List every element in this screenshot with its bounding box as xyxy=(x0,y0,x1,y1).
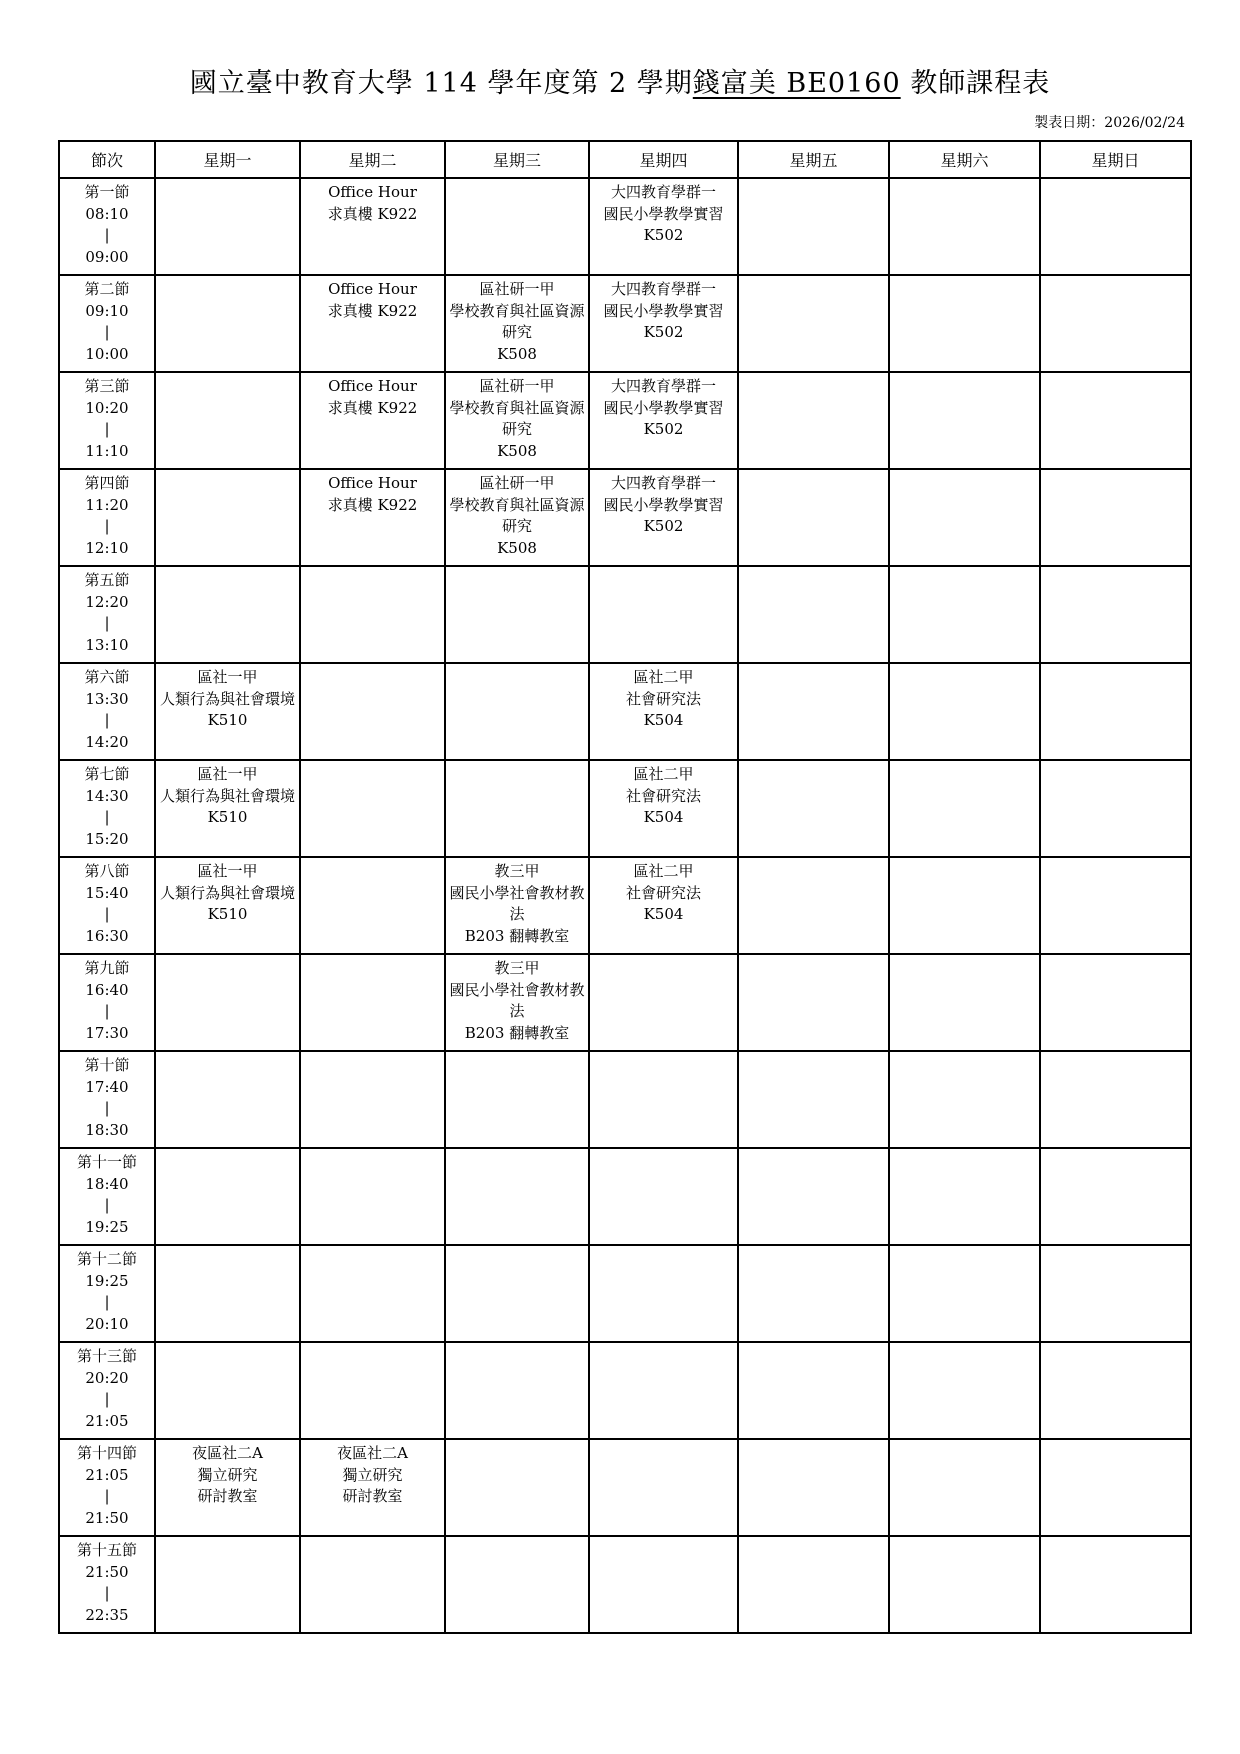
empty-cell xyxy=(1040,1439,1191,1536)
period-cell xyxy=(59,1342,155,1439)
empty-cell xyxy=(1040,1245,1191,1342)
schedule-table xyxy=(58,140,1192,1634)
course-title: 國民小學教學實習 xyxy=(603,398,724,417)
empty-cell xyxy=(1040,954,1191,1051)
period-name: 第九節 xyxy=(84,959,130,977)
period-sep: | xyxy=(104,711,110,729)
period-name: 第十節 xyxy=(84,1056,130,1074)
table-row xyxy=(59,566,1191,663)
period-sep: | xyxy=(104,226,110,244)
period-sep: | xyxy=(104,1196,110,1214)
course-title: 國民小學社會教材教法 xyxy=(449,883,585,923)
course-class: 區社二甲 xyxy=(633,765,694,783)
period-sep: | xyxy=(104,905,110,923)
period-start: 13:30 xyxy=(85,689,129,708)
course-title: 國民小學社會教材教法 xyxy=(449,980,585,1020)
period-name: 第十四節 xyxy=(76,1444,137,1462)
empty-cell xyxy=(300,760,445,857)
course-room: 求真樓 K922 xyxy=(327,398,418,417)
course-cell xyxy=(155,857,300,954)
empty-cell xyxy=(738,954,889,1051)
empty-cell xyxy=(889,1439,1040,1536)
period-name: 第十一節 xyxy=(76,1153,137,1171)
period-sep: | xyxy=(104,1584,110,1602)
period-name: 第十二節 xyxy=(76,1250,137,1268)
course-class: 大四教育學群一 xyxy=(610,474,716,492)
period-name: 第二節 xyxy=(84,280,130,298)
period-sep: | xyxy=(104,614,110,632)
empty-cell xyxy=(889,663,1040,760)
course-cell xyxy=(445,275,589,372)
course-room: 求真樓 K922 xyxy=(327,204,418,223)
course-class: 夜區社二A xyxy=(337,1444,408,1462)
course-title: 社會研究法 xyxy=(625,786,701,805)
course-cell xyxy=(589,857,738,954)
empty-cell xyxy=(589,1245,738,1342)
empty-cell xyxy=(589,954,738,1051)
empty-cell xyxy=(300,1051,445,1148)
schedule-body xyxy=(59,178,1191,1633)
empty-cell xyxy=(300,1245,445,1342)
empty-cell xyxy=(589,1148,738,1245)
empty-cell xyxy=(589,1051,738,1148)
empty-cell xyxy=(1040,275,1191,372)
period-name: 第七節 xyxy=(84,765,130,783)
course-room: B203 翻轉教室 xyxy=(464,926,570,945)
course-cell xyxy=(155,760,300,857)
empty-cell xyxy=(155,1536,300,1633)
period-sep: | xyxy=(104,420,110,438)
course-room: K508 xyxy=(497,538,537,557)
period-start: 11:20 xyxy=(85,495,129,514)
empty-cell xyxy=(1040,857,1191,954)
empty-cell xyxy=(1040,760,1191,857)
course-class: 夜區社二A xyxy=(192,1444,263,1462)
period-start: 19:25 xyxy=(85,1271,129,1290)
course-room: 研討教室 xyxy=(342,1487,403,1505)
period-name: 第八節 xyxy=(84,862,130,880)
course-title: 學校教育與社區資源研究 xyxy=(449,301,585,341)
period-cell xyxy=(59,1439,155,1536)
period-end: 19:25 xyxy=(85,1217,129,1236)
empty-cell xyxy=(738,469,889,566)
period-cell xyxy=(59,1245,155,1342)
period-cell xyxy=(59,275,155,372)
day-header: 星期四 xyxy=(589,141,738,178)
course-room: K502 xyxy=(643,226,684,244)
course-class: 區社一甲 xyxy=(197,765,258,783)
empty-cell xyxy=(889,1148,1040,1245)
empty-cell xyxy=(155,954,300,1051)
empty-cell xyxy=(1040,1148,1191,1245)
empty-cell xyxy=(445,663,589,760)
course-cell xyxy=(300,372,445,469)
empty-cell xyxy=(155,469,300,566)
period-start: 14:30 xyxy=(85,786,129,805)
empty-cell xyxy=(155,1148,300,1245)
table-row xyxy=(59,954,1191,1051)
title-suffix: 教師課程表 xyxy=(910,68,1051,99)
course-cell xyxy=(155,1439,300,1536)
course-class: 區社二甲 xyxy=(633,668,694,686)
empty-cell xyxy=(445,1536,589,1633)
period-end: 11:10 xyxy=(85,441,129,460)
period-cell xyxy=(59,1148,155,1245)
empty-cell xyxy=(589,1439,738,1536)
period-name: 第四節 xyxy=(84,474,130,492)
period-sep: | xyxy=(104,1099,110,1117)
empty-cell xyxy=(155,178,300,275)
empty-cell xyxy=(300,663,445,760)
empty-cell xyxy=(1040,566,1191,663)
period-name: 第十五節 xyxy=(76,1541,137,1559)
course-room: 研討教室 xyxy=(197,1487,258,1505)
course-title: Office Hour xyxy=(328,280,417,298)
period-start: 21:50 xyxy=(85,1562,129,1581)
period-cell xyxy=(59,760,155,857)
empty-cell xyxy=(1040,1051,1191,1148)
table-row xyxy=(59,1536,1191,1633)
empty-cell xyxy=(738,663,889,760)
course-title: 人類行為與社會環境 xyxy=(159,883,295,902)
table-row xyxy=(59,663,1191,760)
empty-cell xyxy=(889,857,1040,954)
course-room: B203 翻轉教室 xyxy=(464,1023,570,1042)
period-start: 17:40 xyxy=(85,1077,129,1096)
period-start: 21:05 xyxy=(85,1465,129,1484)
course-cell xyxy=(445,372,589,469)
course-title: 社會研究法 xyxy=(625,689,701,708)
table-row xyxy=(59,1342,1191,1439)
table-row xyxy=(59,760,1191,857)
empty-cell xyxy=(300,1536,445,1633)
course-title: 獨立研究 xyxy=(342,1465,403,1484)
table-row xyxy=(59,1148,1191,1245)
course-class: 區社研一甲 xyxy=(479,474,555,492)
period-sep: | xyxy=(104,1293,110,1311)
empty-cell xyxy=(1040,1536,1191,1633)
empty-cell xyxy=(155,1245,300,1342)
day-header: 星期六 xyxy=(889,141,1040,178)
empty-cell xyxy=(445,1342,589,1439)
course-cell xyxy=(589,469,738,566)
period-start: 15:40 xyxy=(85,883,129,902)
course-room: 求真樓 K922 xyxy=(327,301,418,320)
empty-cell xyxy=(738,1342,889,1439)
corner-header: 節次 xyxy=(59,141,155,178)
period-sep: | xyxy=(104,323,110,341)
course-title: 社會研究法 xyxy=(625,883,701,902)
course-cell xyxy=(155,663,300,760)
empty-cell xyxy=(1040,1342,1191,1439)
print-date: 製表日期：2026/02/24 xyxy=(1034,115,1185,131)
empty-cell xyxy=(155,1051,300,1148)
course-class: 大四教育學群一 xyxy=(610,183,716,201)
course-class: 區社研一甲 xyxy=(479,377,555,395)
period-name: 第五節 xyxy=(84,571,130,589)
period-start: 16:40 xyxy=(85,980,129,999)
empty-cell xyxy=(300,857,445,954)
course-title: 學校教育與社區資源研究 xyxy=(449,398,585,438)
period-start: 12:20 xyxy=(85,592,129,611)
empty-cell xyxy=(738,857,889,954)
course-title: 獨立研究 xyxy=(197,1465,258,1484)
day-header: 星期五 xyxy=(738,141,889,178)
course-cell xyxy=(589,372,738,469)
period-end: 21:50 xyxy=(85,1508,129,1527)
empty-cell xyxy=(738,1051,889,1148)
course-room: K502 xyxy=(643,517,684,535)
period-sep: | xyxy=(104,1002,110,1020)
period-cell xyxy=(59,1051,155,1148)
course-class: 大四教育學群一 xyxy=(610,280,716,298)
period-end: 22:35 xyxy=(85,1605,129,1624)
empty-cell xyxy=(738,275,889,372)
period-cell xyxy=(59,954,155,1051)
period-start: 08:10 xyxy=(85,204,129,223)
period-end: 16:30 xyxy=(85,926,129,945)
course-room: K510 xyxy=(207,905,248,923)
period-end: 10:00 xyxy=(85,344,129,363)
empty-cell xyxy=(445,1439,589,1536)
period-end: 12:10 xyxy=(85,538,129,557)
empty-cell xyxy=(738,1439,889,1536)
table-row xyxy=(59,1051,1191,1148)
day-header: 星期日 xyxy=(1040,141,1191,178)
course-room: 求真樓 K922 xyxy=(327,495,418,514)
header-row xyxy=(59,141,1191,178)
course-room: K504 xyxy=(643,808,684,826)
course-title: 學校教育與社區資源研究 xyxy=(449,495,585,535)
period-sep: | xyxy=(104,1390,110,1408)
empty-cell xyxy=(155,275,300,372)
period-end: 20:10 xyxy=(85,1314,129,1333)
table-row xyxy=(59,275,1191,372)
course-cell xyxy=(300,275,445,372)
course-cell xyxy=(589,275,738,372)
empty-cell xyxy=(1040,178,1191,275)
course-room: K508 xyxy=(497,344,537,363)
period-cell xyxy=(59,566,155,663)
course-title: Office Hour xyxy=(328,474,417,492)
course-title: 國民小學教學實習 xyxy=(603,495,724,514)
period-name: 第六節 xyxy=(84,668,130,686)
period-end: 13:10 xyxy=(85,635,129,654)
period-start: 09:10 xyxy=(85,301,129,320)
title-prefix: 國立臺中教育大學 114 學年度第 2 學期 xyxy=(189,68,693,99)
empty-cell xyxy=(155,1342,300,1439)
empty-cell xyxy=(155,372,300,469)
course-cell xyxy=(300,1439,445,1536)
course-class: 大四教育學群一 xyxy=(610,377,716,395)
course-cell xyxy=(445,954,589,1051)
empty-cell xyxy=(738,178,889,275)
period-start: 10:20 xyxy=(85,398,129,417)
table-row xyxy=(59,1439,1191,1536)
empty-cell xyxy=(445,1245,589,1342)
day-header: 星期三 xyxy=(445,141,589,178)
empty-cell xyxy=(889,1245,1040,1342)
course-title: Office Hour xyxy=(328,183,417,201)
empty-cell xyxy=(300,566,445,663)
empty-cell xyxy=(1040,469,1191,566)
course-room: K502 xyxy=(643,323,684,341)
table-row xyxy=(59,372,1191,469)
period-end: 21:05 xyxy=(85,1411,129,1430)
empty-cell xyxy=(738,760,889,857)
period-end: 14:20 xyxy=(85,732,129,751)
period-end: 15:20 xyxy=(85,829,129,848)
period-sep: | xyxy=(104,1487,110,1505)
course-room: K504 xyxy=(643,905,684,923)
empty-cell xyxy=(589,1536,738,1633)
empty-cell xyxy=(300,1148,445,1245)
table-row xyxy=(59,1245,1191,1342)
empty-cell xyxy=(889,1051,1040,1148)
course-cell xyxy=(589,760,738,857)
period-name: 第一節 xyxy=(84,183,130,201)
empty-cell xyxy=(889,566,1040,663)
empty-cell xyxy=(738,566,889,663)
course-cell xyxy=(300,469,445,566)
period-end: 18:30 xyxy=(85,1120,129,1139)
teacher-name: 錢富美 BE0160 xyxy=(692,68,901,99)
empty-cell xyxy=(445,178,589,275)
course-title: 人類行為與社會環境 xyxy=(159,786,295,805)
page-title xyxy=(0,64,1240,104)
course-class: 區社研一甲 xyxy=(479,280,555,298)
course-cell xyxy=(445,857,589,954)
course-class: 教三甲 xyxy=(494,862,540,880)
period-cell xyxy=(59,857,155,954)
day-header: 星期一 xyxy=(155,141,300,178)
course-title: 國民小學教學實習 xyxy=(603,204,724,223)
empty-cell xyxy=(445,1051,589,1148)
period-start: 18:40 xyxy=(85,1174,129,1193)
course-cell xyxy=(300,178,445,275)
empty-cell xyxy=(889,1536,1040,1633)
empty-cell xyxy=(889,954,1040,1051)
table-row xyxy=(59,178,1191,275)
period-sep: | xyxy=(104,517,110,535)
period-sep: | xyxy=(104,808,110,826)
period-cell xyxy=(59,178,155,275)
empty-cell xyxy=(889,178,1040,275)
day-header: 星期二 xyxy=(300,141,445,178)
course-cell xyxy=(445,469,589,566)
period-cell xyxy=(59,663,155,760)
empty-cell xyxy=(300,1342,445,1439)
course-class: 區社一甲 xyxy=(197,668,258,686)
course-cell xyxy=(589,663,738,760)
empty-cell xyxy=(738,1245,889,1342)
course-class: 教三甲 xyxy=(494,959,540,977)
table-row xyxy=(59,857,1191,954)
empty-cell xyxy=(589,1342,738,1439)
period-name: 第十三節 xyxy=(76,1347,137,1365)
empty-cell xyxy=(738,372,889,469)
period-cell xyxy=(59,372,155,469)
empty-cell xyxy=(889,469,1040,566)
period-name: 第三節 xyxy=(84,377,130,395)
empty-cell xyxy=(445,566,589,663)
course-room: K510 xyxy=(207,711,248,729)
course-title: Office Hour xyxy=(328,377,417,395)
period-cell xyxy=(59,1536,155,1633)
period-end: 17:30 xyxy=(85,1023,129,1042)
empty-cell xyxy=(155,566,300,663)
course-class: 區社二甲 xyxy=(633,862,694,880)
empty-cell xyxy=(889,1342,1040,1439)
empty-cell xyxy=(300,954,445,1051)
empty-cell xyxy=(589,566,738,663)
table-row xyxy=(59,469,1191,566)
course-room: K510 xyxy=(207,808,248,826)
empty-cell xyxy=(738,1536,889,1633)
period-start: 20:20 xyxy=(85,1368,129,1387)
empty-cell xyxy=(738,1148,889,1245)
period-end: 09:00 xyxy=(85,247,129,266)
course-room: K504 xyxy=(643,711,684,729)
empty-cell xyxy=(1040,372,1191,469)
course-title: 國民小學教學實習 xyxy=(603,301,724,320)
period-cell xyxy=(59,469,155,566)
empty-cell xyxy=(889,760,1040,857)
course-room: K508 xyxy=(497,441,537,460)
course-class: 區社一甲 xyxy=(197,862,258,880)
empty-cell xyxy=(889,275,1040,372)
empty-cell xyxy=(889,372,1040,469)
course-title: 人類行為與社會環境 xyxy=(159,689,295,708)
course-cell xyxy=(589,178,738,275)
empty-cell xyxy=(445,1148,589,1245)
empty-cell xyxy=(445,760,589,857)
empty-cell xyxy=(1040,663,1191,760)
course-room: K502 xyxy=(643,420,684,438)
